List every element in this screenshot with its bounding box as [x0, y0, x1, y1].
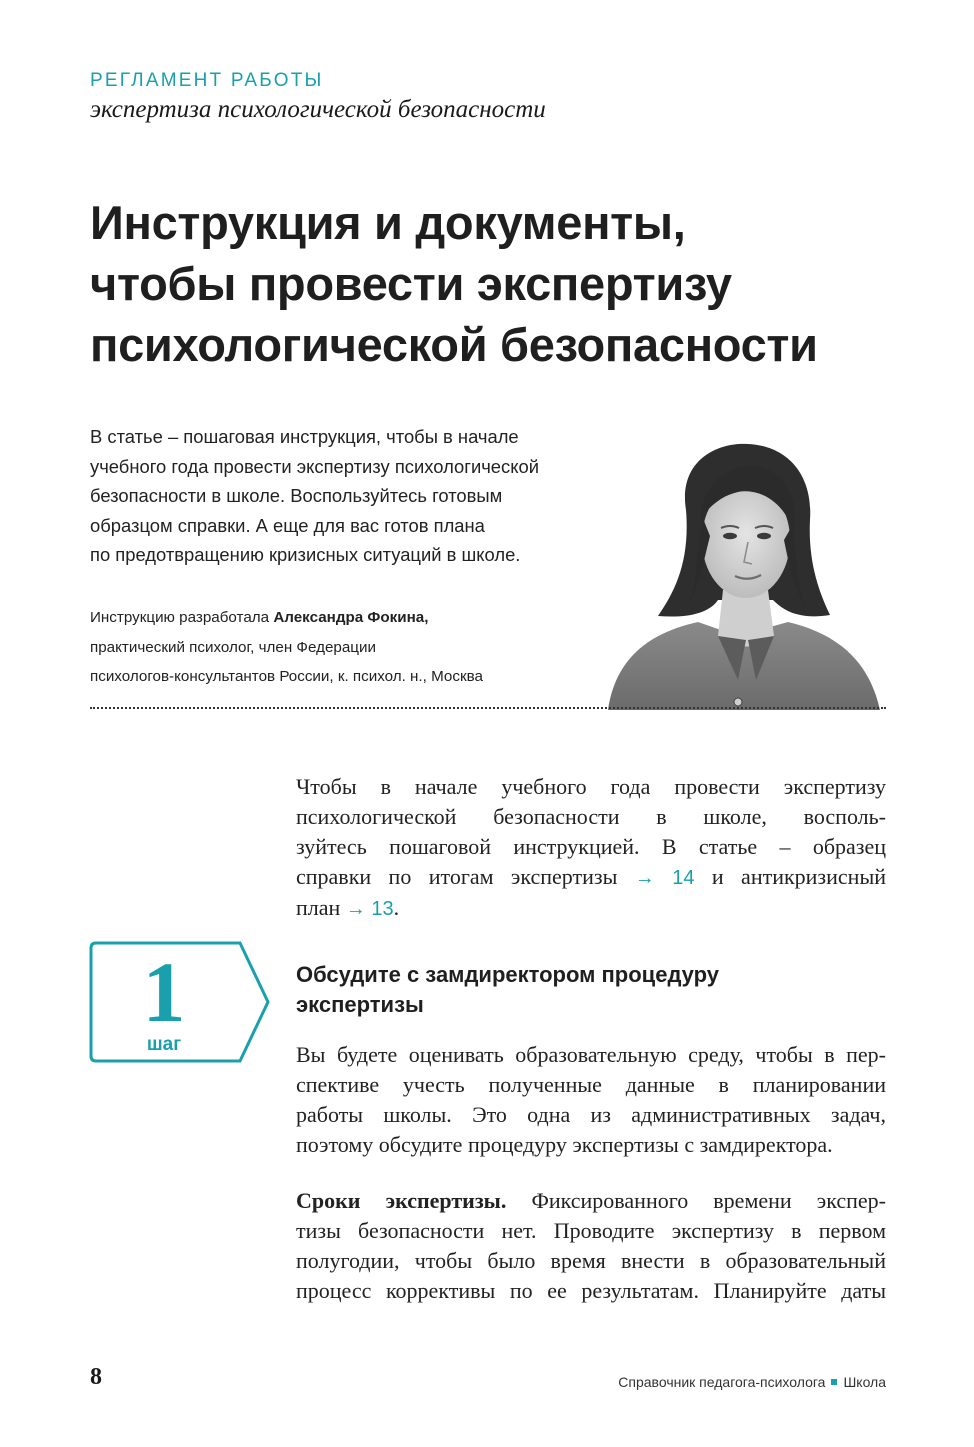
intro-line: зуйтесь пошаговой инструкцией. В статье – образец: [296, 834, 886, 859]
intro-paragraph: [296, 772, 886, 924]
paragraph-lead: Сроки экспертизы.: [296, 1188, 507, 1213]
lead-line: по предотвращению кризисных ситуаций в школе.: [90, 544, 521, 565]
step-heading-line: экспертизы: [296, 992, 424, 1017]
intro-text: .: [393, 895, 400, 920]
step-number: 1: [142, 944, 186, 1040]
lead-line: безопасности в школе. Воспользуйтесь готовым: [90, 485, 503, 506]
author-credit: [90, 603, 610, 692]
title-line: Инструкция и документы,: [90, 196, 686, 249]
step-label: шаг: [146, 1034, 182, 1055]
page-ref-link[interactable]: → 14: [634, 867, 695, 889]
section-subtitle: экспертиза психологической безопасности: [90, 96, 546, 123]
intro-text: и антикризисный: [694, 864, 886, 889]
paragraph-line: поэтому обсудите процедуру экспертизы с замдиректора.: [296, 1132, 833, 1157]
intro-line: психологической безопасности в школе, восполь-: [296, 804, 886, 829]
paragraph-line: процесс коррективы по ее результатам. Планируйте даты: [296, 1278, 886, 1303]
publication-edition: Школа: [843, 1374, 886, 1390]
lead-line: учебного года провести экспертизу психологической: [90, 455, 539, 477]
step-paragraph: [296, 1186, 886, 1306]
lead-line: В статье – пошаговая инструкция, чтобы в начале: [90, 426, 519, 447]
paragraph-text: Фиксированного времени экспер-: [506, 1188, 886, 1213]
page-number: 8: [90, 1364, 102, 1390]
paragraph-line: работы школы. Это одна из административных задач,: [296, 1102, 886, 1127]
paragraph-line: Вы будете оценивать образовательную среду, чтобы в пер-: [296, 1042, 886, 1067]
intro-text: справки по итогам экспертизы: [296, 864, 635, 889]
square-bullet-icon: [831, 1379, 837, 1385]
author-portrait: [598, 440, 888, 710]
publication-footer: [618, 1374, 886, 1390]
article-title: [90, 192, 910, 375]
paragraph-line: полугодии, чтобы было время внести в образовательный: [296, 1248, 886, 1273]
intro-line: Чтобы в начале учебного года провести экспертизу: [296, 774, 886, 799]
author-prefix: Инструкцию разработала: [90, 609, 274, 626]
lead-line: образцом справки. А еще для вас готов плана: [90, 514, 485, 536]
page-ref-link[interactable]: → 13: [345, 898, 394, 920]
title-line: чтобы провести экспертизу: [90, 257, 732, 310]
author-line: [90, 603, 610, 633]
step-paragraph: [296, 1040, 886, 1160]
section-divider: [90, 707, 886, 709]
author-line: практический психолог, член Федерации: [90, 638, 376, 656]
author-line: психологов-консультантов России, к. психол. н., Москва: [90, 668, 483, 685]
paragraph-line: тизы безопасности нет. Проводите экспертизу в первом: [296, 1218, 886, 1243]
title-line: психологической безопасности: [90, 318, 818, 371]
author-name: Александра Фокина,: [273, 609, 429, 626]
paragraph-line: спективе учесть полученные данные в планировании: [296, 1072, 886, 1097]
step-heading: [296, 960, 886, 1020]
intro-line: [296, 862, 886, 893]
section-kicker: РЕГЛАМЕНТ РАБОТЫ: [90, 70, 324, 91]
publication-title: Справочник педагога-психолога: [618, 1374, 826, 1390]
article-lead: [90, 422, 630, 570]
step-heading-line: Обсудите с замдиректором процедуру: [296, 962, 720, 987]
paragraph-line: [296, 1186, 886, 1216]
intro-line: [296, 893, 886, 924]
intro-text: план: [296, 895, 346, 920]
